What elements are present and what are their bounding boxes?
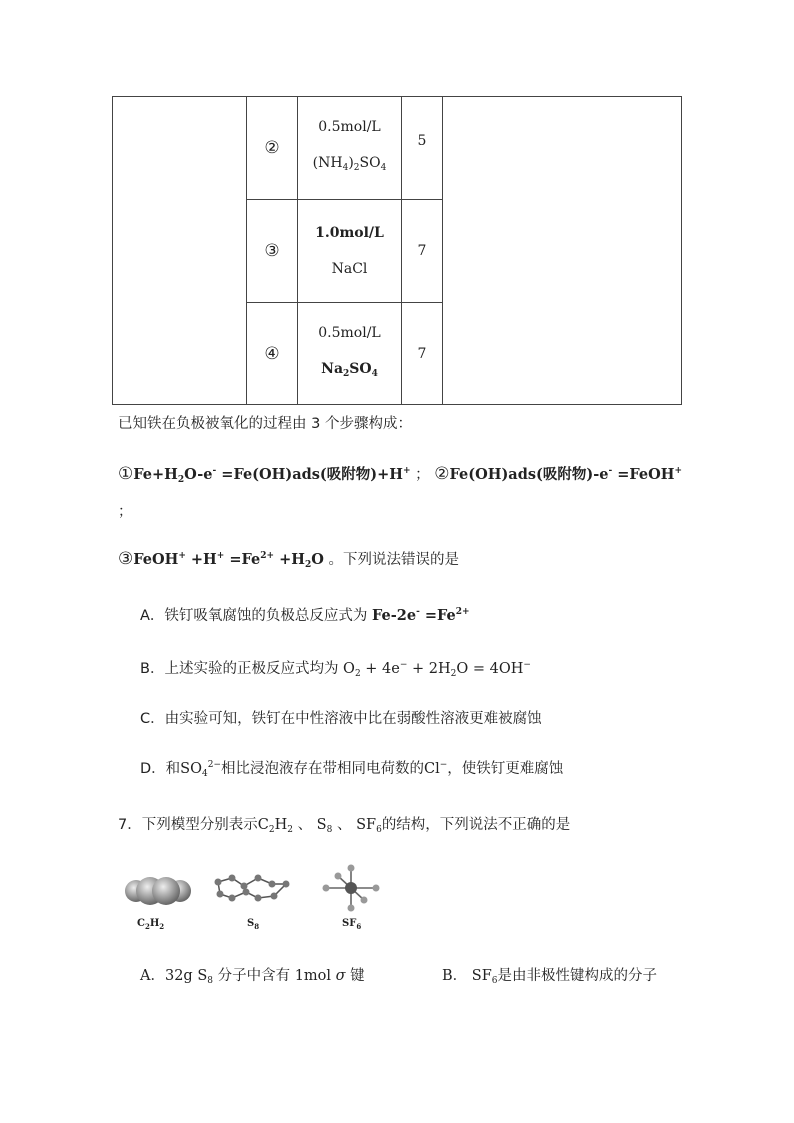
salt-formula: $Na_2SO_4$ bbox=[321, 361, 378, 379]
row-index: ② bbox=[264, 137, 280, 158]
step-3: ③FeOH+ $+H^+ =Fe^{2+} +H_2O$ 。下列说法错误的是 bbox=[118, 549, 459, 570]
option-a: A．铁钉吸氧腐蚀的负极总反应式为 $Fe-2e^- =Fe^{2+}$ bbox=[140, 607, 470, 624]
semicolon: ； bbox=[118, 504, 133, 520]
question-7-prefix: 7．下列模型分别表示 bbox=[118, 817, 258, 833]
option-d: D．和$SO_4^{2-}$相比浸泡液存在带相同电荷数的Cl−，使铁钉更难腐蚀 bbox=[140, 760, 564, 779]
experiment-table bbox=[112, 96, 682, 405]
s8-label: $S_8$ bbox=[247, 918, 260, 931]
concentration: 0.5mol/L bbox=[318, 119, 381, 135]
question-7-suffix: 的结构，下列说法不正确的是 bbox=[381, 817, 571, 833]
row-index: ③ bbox=[264, 241, 280, 261]
salt-formula: NaCl bbox=[331, 261, 368, 277]
sf6-model bbox=[318, 862, 384, 914]
c2h2-model bbox=[122, 866, 194, 916]
option-b-text: B．上述实验的正极反应式均为 bbox=[140, 661, 339, 677]
option-d-middle: 相比浸泡液存在带相同电荷数的 bbox=[221, 761, 425, 777]
q7-option-a: A．32g $S_8$ 分子中含有 1mol σ 键 bbox=[140, 968, 365, 986]
option-c: C．由实验可知，铁钉在中性溶液中比在弱酸性溶液更难被腐蚀 bbox=[140, 711, 542, 727]
option-d-suffix: ，使铁钉更难腐蚀 bbox=[447, 761, 564, 777]
concentration: 0.5mol/L bbox=[318, 325, 381, 341]
step-1-marker: ① bbox=[118, 464, 134, 484]
ph-value: 7 bbox=[417, 345, 427, 362]
step-3-marker: ③ bbox=[118, 549, 134, 569]
salt-formula: $(NH_4)_2SO_4$ bbox=[312, 155, 387, 173]
intro-text: 已知铁在负极被氧化的过程由 3 个步骤构成： bbox=[118, 416, 412, 432]
option-d-prefix: D．和 bbox=[140, 761, 181, 777]
ph-value: 5 bbox=[417, 133, 427, 149]
s8-model bbox=[212, 870, 294, 906]
option-b: B．上述实验的正极反应式均为 $O_2 + 4e^- + 2H_2O = 4OH^-$ bbox=[140, 660, 531, 679]
c2h2-label: $C_2H_2$ bbox=[137, 918, 165, 931]
row-index: ④ bbox=[264, 343, 280, 364]
concentration: 1.0mol/L bbox=[315, 225, 384, 241]
q7-option-b: B． $SF_6$是由非极性键构成的分子 bbox=[442, 968, 657, 986]
solution-cell bbox=[298, 303, 401, 404]
solution-cell bbox=[298, 200, 401, 302]
option-a-text: A．铁钉吸氧腐蚀的负极总反应式为 bbox=[140, 608, 368, 624]
question-7: 7．下列模型分别表示$C_2H_2$ 、 $S_8$ 、 $SF_6$的结构，下列说法不正确的是 bbox=[118, 817, 571, 835]
solution-cell bbox=[298, 96, 401, 199]
step-2-marker: ② bbox=[434, 464, 450, 484]
step-1-and-2: $①Fe+H_2O-e^- =Fe(OH)ads$(吸附物)+H+ ； ②Fe(OH)ads(吸附物)-e- =FeOH+ bbox=[118, 464, 683, 485]
sf6-label: $SF_6$ bbox=[342, 918, 362, 931]
ph-value: 7 bbox=[417, 243, 427, 259]
